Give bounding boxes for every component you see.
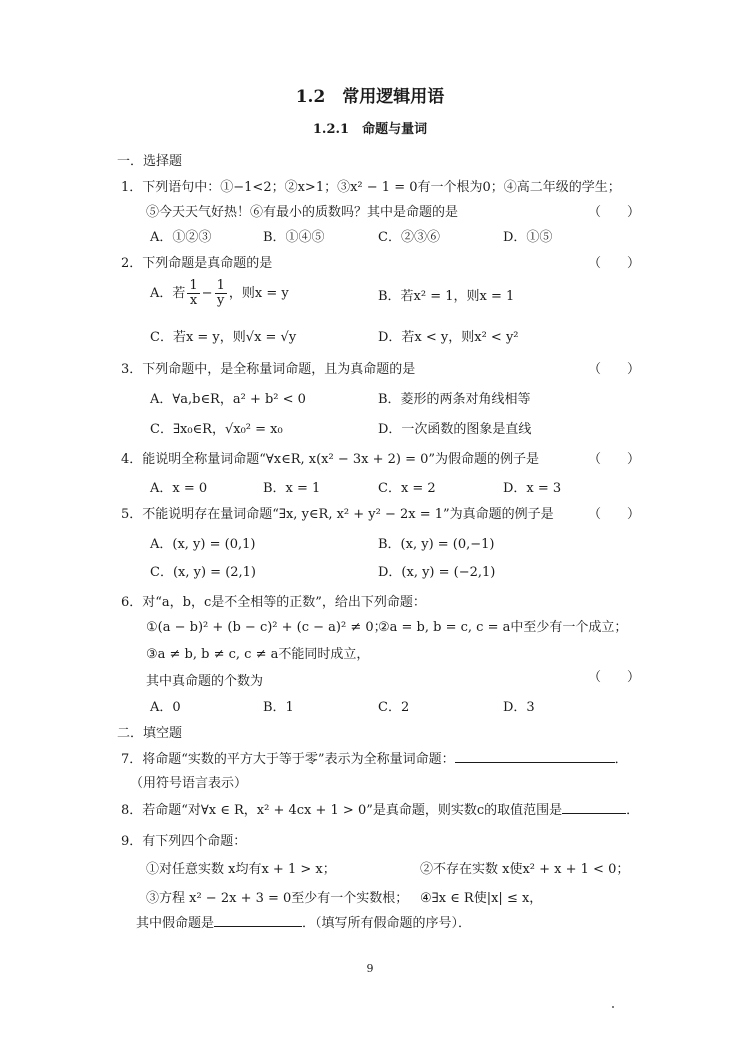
q5-option-a: A．(x, y) = (0,1) — [150, 537, 256, 552]
q8-line — [121, 799, 639, 818]
q5-option-d: D．(x, y) = (−2,1) — [378, 565, 496, 580]
scan-speck — [612, 1006, 614, 1008]
q6-stem: 6．对“a，b，c是不全相等的正数”，给出下列命题： — [121, 595, 426, 610]
q9-tail: ．（填写所有假命题的序号）． — [302, 916, 472, 931]
q4-option-c: C．x = 2 — [378, 481, 436, 496]
q5-option-b: B．(x, y) = (0,−1) — [378, 537, 495, 552]
q1-option-b: B．①④⑤ — [263, 230, 325, 245]
q1-line2: ⑤今天天气好热！⑥有最小的质数吗？其中是命题的是 — [146, 205, 459, 220]
q6-proposition-2: ②a = b, b = c, c = a中至少有一个成立； — [378, 620, 628, 635]
q6-option-b: B．1 — [263, 700, 294, 715]
q7-line1 — [121, 748, 628, 767]
q1-line1: 1．下列语句中：①−1<2；②x>1；③x² − 1 = 0有一个根为0；④高二年级的学生； — [121, 180, 621, 195]
q9-proposition-3: ③方程 x² − 2x + 3 = 0至少有一个实数根； — [146, 891, 409, 906]
q2-option-c: C．若x = y，则√x = √y — [150, 330, 297, 345]
q9-proposition-1: ①对任意实数 x均有x + 1 > x； — [146, 862, 336, 877]
q3-option-d: D．一次函数的图象是直线 — [378, 422, 532, 437]
section-fill-heading: 二．填空题 — [117, 726, 183, 741]
q2-a-num1: 1 — [189, 278, 198, 293]
q1-answer-paren: （ ） — [588, 205, 641, 220]
page-title: 1.2 常用逻辑用语 — [295, 87, 445, 107]
q3-option-b: B．菱形的两条对角线相等 — [378, 392, 531, 407]
q9-answer-blank[interactable] — [214, 912, 302, 927]
q2-a-fraction-1 — [187, 279, 199, 308]
q5-stem: 5．不能说明存在量词命题“∃x, y∈R, x² + y² − 2x = 1”为真命题的例子是 — [121, 507, 554, 522]
q2-option-b: B．若x² = 1，则x = 1 — [378, 289, 515, 304]
q4-option-d: D．x = 3 — [503, 481, 562, 496]
q6-question: 其中真命题的个数为 — [146, 674, 264, 689]
q6-option-a: A．0 — [150, 700, 181, 715]
q7-end: ． — [614, 752, 628, 767]
q7-answer-blank[interactable] — [455, 748, 615, 763]
q2-option-d: D．若x < y，则x² < y² — [378, 330, 519, 345]
q5-answer-paren: （ ） — [588, 507, 641, 522]
q2-a-fraction-2 — [215, 279, 227, 308]
q6-option-d: D．3 — [503, 700, 535, 715]
q3-option-a: A．∀a,b∈R，a² + b² < 0 — [150, 392, 306, 407]
q9-proposition-4: ④∃x ∈ R使|x| ≤ x， — [420, 891, 543, 906]
q2-option-a — [150, 279, 289, 308]
section-choice-heading: 一．选择题 — [117, 154, 183, 169]
section-subtitle: 1.2.1 命题与量词 — [312, 122, 428, 137]
q2-a-den2: y — [217, 293, 225, 308]
q7-line2: （用符号语言表示） — [130, 776, 248, 791]
q9-question — [136, 912, 471, 931]
q2-a-suffix: ，则x = y — [228, 286, 289, 301]
q2-answer-paren: （ ） — [588, 256, 641, 271]
q6-proposition-3: ③a ≠ b, b ≠ c, c ≠ a不能同时成立， — [146, 647, 370, 662]
q1-option-c: C．②③⑥ — [378, 230, 440, 245]
q8-end: ． — [626, 803, 640, 818]
q3-option-c: C．∃x₀∈R，√x₀² = x₀ — [150, 422, 283, 437]
q4-option-b: B．x = 1 — [263, 481, 321, 496]
q2-a-num2: 1 — [216, 278, 225, 293]
q2-a-den1: x — [189, 293, 198, 308]
q9-stem: 9．有下列四个命题： — [121, 834, 247, 849]
q6-option-c: C．2 — [378, 700, 410, 715]
q8-text: 8．若命题“对∀x ∈ R，x² + 4cx + 1 > 0”是真命题，则实数c的取值范围是 — [121, 803, 563, 818]
q6-proposition-1: ①(a − b)² + (b − c)² + (c − a)² ≠ 0； — [146, 620, 387, 635]
q9-proposition-2: ②不存在实数 x使x² + x + 1 < 0； — [420, 862, 630, 877]
q7-text: 7．将命题“实数的平方大于等于零”表示为全称量词命题： — [121, 752, 455, 767]
q1-option-a: A．①②③ — [150, 230, 212, 245]
q4-answer-paren: （ ） — [588, 452, 641, 467]
q5-option-c: C．(x, y) = (2,1) — [150, 565, 257, 580]
q9-ask: 其中假命题是 — [136, 916, 215, 931]
q4-stem: 4．能说明全称量词命题“∀x∈R, x(x² − 3x + 2) = 0”为假命题的例子是 — [121, 452, 540, 467]
q3-stem: 3．下列命题中，是全称量词命题，且为真命题的是 — [121, 362, 416, 377]
page-number: 9 — [366, 962, 374, 975]
q1-option-d: D．①⑤ — [503, 230, 553, 245]
q6-answer-paren: （ ） — [588, 670, 641, 685]
q2-a-prefix: A．若 — [150, 286, 186, 301]
q2-a-minus: − — [201, 286, 213, 301]
q4-option-a: A．x = 0 — [150, 481, 208, 496]
q3-answer-paren: （ ） — [588, 362, 641, 377]
q2-stem: 2．下列命题是真命题的是 — [121, 256, 273, 271]
q8-answer-blank[interactable] — [562, 799, 626, 814]
